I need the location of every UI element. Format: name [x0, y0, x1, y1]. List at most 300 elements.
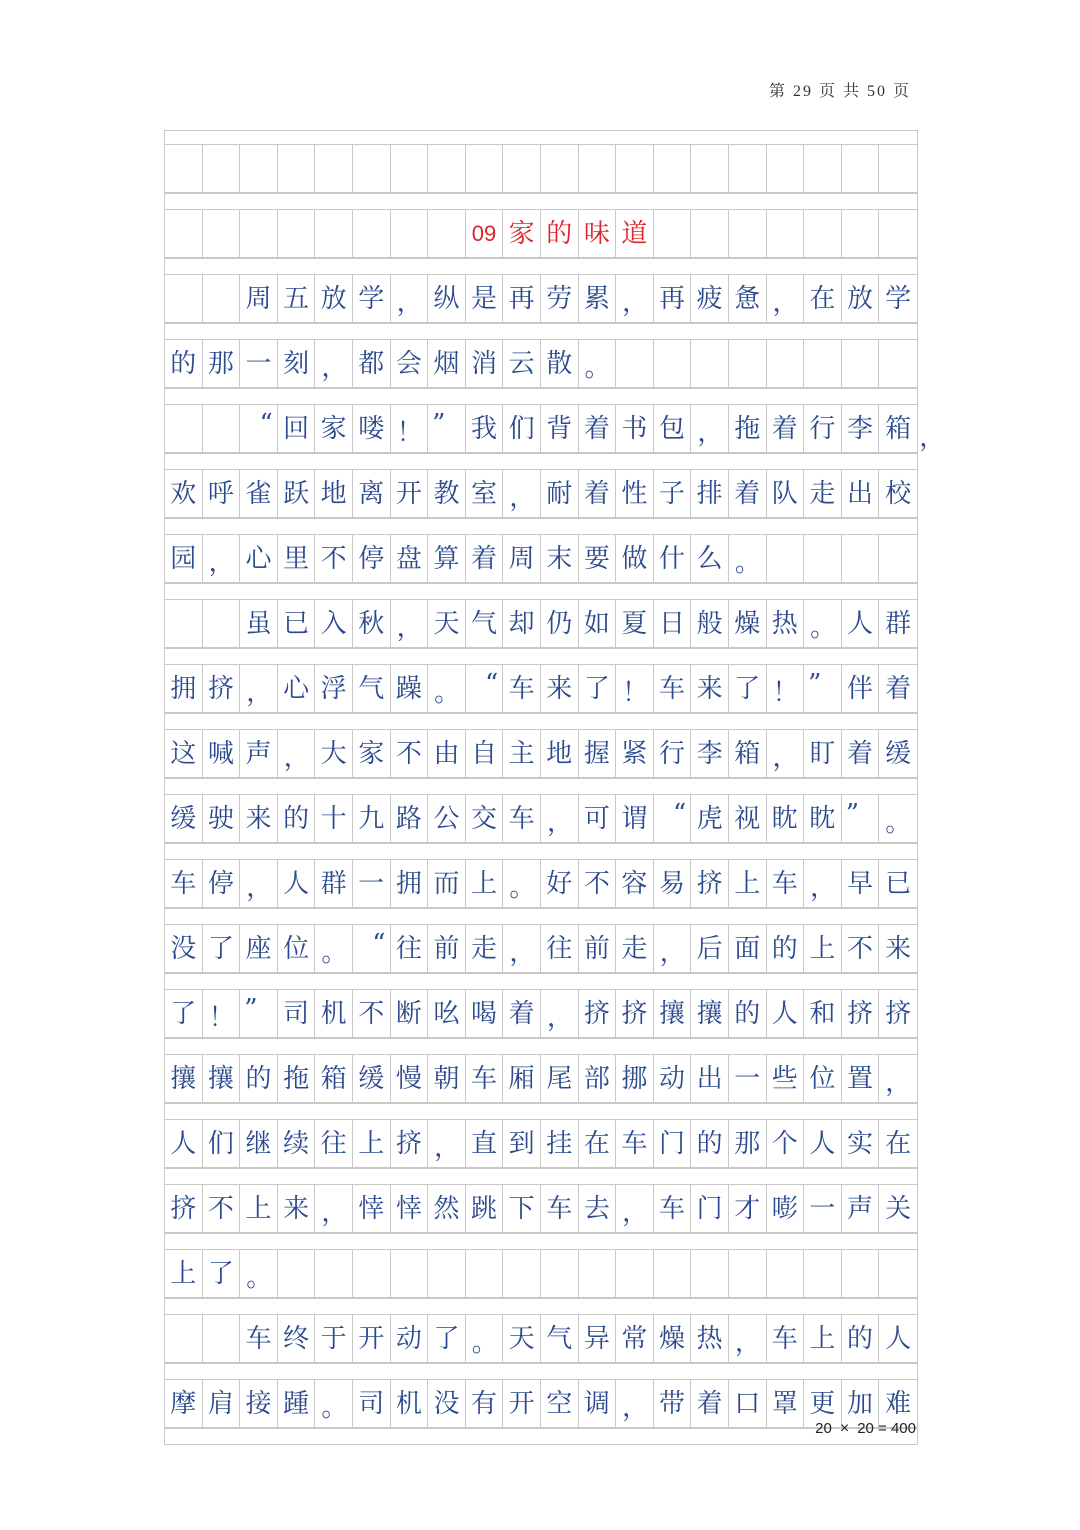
header-page-word: 页	[818, 83, 837, 100]
grid-cell: 呼	[203, 470, 241, 517]
grid-cell: 攘	[691, 990, 729, 1037]
row-gap	[165, 1038, 917, 1054]
grid-cell	[165, 405, 203, 452]
grid-cell: 而	[428, 860, 466, 907]
grid-cell: 教	[428, 470, 466, 517]
grid-cell: 的	[842, 1315, 880, 1362]
grid-cell: 队	[767, 470, 805, 517]
row-gap	[165, 1363, 917, 1379]
grid-cell	[579, 1250, 617, 1297]
grid-cell: 累	[579, 275, 617, 322]
grid-cell: ！	[391, 405, 429, 452]
grid-cell: 挤	[616, 990, 654, 1037]
grid-cell: ”	[428, 405, 466, 452]
grid-cell: 拖	[278, 1055, 316, 1102]
text-row	[165, 664, 917, 713]
row-gap	[165, 973, 917, 989]
grid-cell: ，	[391, 600, 429, 647]
grid-cell: 到	[503, 1120, 541, 1167]
grid-cell	[654, 340, 692, 387]
grid-cell: 往	[541, 925, 579, 972]
grid-cell: 来	[278, 1185, 316, 1232]
grid-cell	[729, 340, 767, 387]
grid-cell: 。	[315, 925, 353, 972]
grid-cell: 雀	[240, 470, 278, 517]
grid-cell: 地	[541, 730, 579, 777]
grid-cell: ，	[240, 665, 278, 712]
grid-cell: 劳	[541, 275, 579, 322]
text-row	[165, 1054, 917, 1103]
grid-cell: 李	[691, 730, 729, 777]
grid-cell: 拥	[391, 860, 429, 907]
grid-cell: ！	[616, 665, 654, 712]
grid-cell: 悻	[391, 1185, 429, 1232]
grid-cell: 着	[767, 405, 805, 452]
grid-cell: 后	[691, 925, 729, 972]
grid-cell: “	[240, 405, 278, 452]
text-row	[165, 989, 917, 1038]
grid-cell: ，	[541, 795, 579, 842]
grid-cell: 挤	[885, 998, 912, 1029]
grid-cell: 。	[428, 665, 466, 712]
grid-cell: 在	[885, 1128, 912, 1159]
grid-cell: 于	[315, 1315, 353, 1362]
text-row	[165, 794, 917, 843]
grid-cell: 这	[165, 730, 203, 777]
grid-cell: 末	[541, 535, 579, 582]
grid-cell: 惫	[729, 275, 767, 322]
grid-cell: ，	[654, 925, 692, 972]
grid-cell: 地	[315, 470, 353, 517]
grid-cell: 着	[691, 1380, 729, 1427]
grid-cell: 背	[541, 405, 579, 452]
total-pages: 50	[866, 83, 887, 100]
footer-cols: 20	[815, 1420, 832, 1437]
grid-cell: 盘	[391, 535, 429, 582]
grid-cell: 司	[353, 1380, 391, 1427]
grid-cell: 家	[353, 730, 391, 777]
grid-cell: 群	[315, 860, 353, 907]
grid-cell: 断	[391, 990, 429, 1037]
grid-cell: 车	[767, 1315, 805, 1362]
grid-cell	[654, 1250, 692, 1297]
grid-cell: 虎	[691, 795, 729, 842]
grid-cell: 喊	[203, 730, 241, 777]
grid-cell	[691, 145, 729, 192]
grid-cell: 关	[885, 1193, 912, 1224]
grid-cell: 来	[240, 795, 278, 842]
grid-cell	[654, 210, 692, 257]
grid-cell: 大	[315, 730, 353, 777]
text-row	[165, 274, 917, 323]
grid-cell: 消	[466, 340, 504, 387]
grid-cell: 在	[579, 1120, 617, 1167]
grid-cell: 行	[654, 730, 692, 777]
grid-cell: 已	[278, 600, 316, 647]
grid-cell: 视	[729, 795, 767, 842]
grid-cell	[767, 535, 805, 582]
grid-cell: 躁	[391, 665, 429, 712]
grid-cell: 紧	[616, 730, 654, 777]
grid-cell	[691, 210, 729, 257]
grid-cell: 么	[691, 535, 729, 582]
grid-cell: 拖	[729, 405, 767, 452]
grid-cell: 人	[804, 1120, 842, 1167]
grid-cell: 挂	[541, 1120, 579, 1167]
grid-cell: 纵	[428, 275, 466, 322]
grid-cell: 车	[240, 1315, 278, 1362]
grid-cell	[165, 1315, 203, 1362]
grid-cell: 包	[654, 405, 692, 452]
grid-cell: 车	[654, 665, 692, 712]
grid-cell: 夏	[616, 600, 654, 647]
grid-cell	[616, 145, 654, 192]
text-row	[165, 534, 917, 583]
grid-cell	[428, 1250, 466, 1297]
grid-cell: 攘	[165, 1055, 203, 1102]
grid-cell: 仍	[541, 600, 579, 647]
grid-size-footer	[815, 1420, 916, 1438]
grid-cell: 实	[842, 1120, 880, 1167]
grid-cell: 人	[767, 990, 805, 1037]
grid-cell	[165, 275, 203, 322]
grid-cell: 下	[503, 1185, 541, 1232]
grid-cell: 车	[541, 1185, 579, 1232]
row-gap	[165, 778, 917, 794]
grid-cell: ，	[616, 275, 654, 322]
grid-cell: ，	[767, 730, 805, 777]
grid-cell	[203, 1315, 241, 1362]
grid-cell: 前	[579, 925, 617, 972]
grid-cell: 了	[165, 990, 203, 1037]
grid-cell: 门	[691, 1185, 729, 1232]
row-gap	[165, 518, 917, 534]
grid-cell	[240, 210, 278, 257]
grid-cell: 踵	[278, 1380, 316, 1427]
grid-cell	[842, 210, 880, 257]
grid-cell: 停	[353, 535, 391, 582]
grid-cell: 上	[353, 1120, 391, 1167]
grid-cell: 虽	[240, 600, 278, 647]
grid-cell	[315, 210, 353, 257]
grid-cell: 往	[391, 925, 429, 972]
grid-cell: 性	[616, 470, 654, 517]
row-gap	[165, 130, 917, 144]
grid-cell: 要	[579, 535, 617, 582]
grid-cell: 们	[203, 1120, 241, 1167]
row-gap	[165, 648, 917, 664]
grid-cell: 着	[729, 470, 767, 517]
grid-cell: 车	[466, 1055, 504, 1102]
text-row	[165, 339, 917, 388]
grid-cell: 入	[315, 600, 353, 647]
text-row	[165, 469, 917, 518]
grid-cell: 放	[315, 275, 353, 322]
grid-cell: 的	[240, 1055, 278, 1102]
grid-cell: 挤	[842, 990, 880, 1037]
grid-cell	[767, 1250, 805, 1297]
current-page: 29	[792, 83, 813, 100]
grid-cell: 去	[579, 1185, 617, 1232]
grid-cell: 口	[729, 1380, 767, 1427]
grid-cell: 缓	[885, 738, 912, 769]
grid-cell: 不	[391, 730, 429, 777]
grid-cell: 般	[691, 600, 729, 647]
grid-cell: 出	[842, 470, 880, 517]
grid-cell: 自	[466, 730, 504, 777]
grid-cell: 吆	[428, 990, 466, 1037]
text-row	[165, 1379, 917, 1428]
grid-cell: 秋	[353, 600, 391, 647]
row-gap	[165, 193, 917, 209]
row-gap	[165, 713, 917, 729]
grid-cell: 一	[729, 1055, 767, 1102]
grid-cell: 开	[503, 1380, 541, 1427]
text-row	[165, 1184, 917, 1233]
grid-cell	[691, 340, 729, 387]
grid-cell: 挤	[165, 1185, 203, 1232]
grid-cell	[203, 600, 241, 647]
grid-cell	[503, 145, 541, 192]
grid-cell: 着	[466, 535, 504, 582]
grid-cell: 开	[391, 470, 429, 517]
grid-cell: 异	[579, 1315, 617, 1362]
grid-cell: 已	[885, 868, 912, 899]
grid-cell	[353, 210, 391, 257]
grid-cell: 的	[767, 925, 805, 972]
text-row	[165, 144, 917, 193]
grid-cell: 九	[353, 795, 391, 842]
grid-cell: 主	[503, 730, 541, 777]
footer-times: ×	[839, 1420, 850, 1437]
grid-cell: 云	[503, 340, 541, 387]
grid-cell: 了	[203, 925, 241, 972]
grid-cell: 跳	[466, 1185, 504, 1232]
grid-cell: 。	[579, 340, 617, 387]
grid-cell: 肩	[203, 1380, 241, 1427]
grid-cell: 朝	[428, 1055, 466, 1102]
grid-cell	[203, 275, 241, 322]
grid-cell	[541, 1250, 579, 1297]
grid-cell: 部	[579, 1055, 617, 1102]
grid-cell: 那	[203, 340, 241, 387]
grid-cell: 学	[885, 283, 912, 314]
grid-cell: 不	[579, 860, 617, 907]
grid-cell: ，	[804, 860, 842, 907]
row-gap	[165, 1103, 917, 1119]
grid-cell: 位	[278, 925, 316, 972]
grid-cell: 停	[203, 860, 241, 907]
footer-total: 20 = 400	[857, 1420, 916, 1437]
grid-cell: 车	[503, 665, 541, 712]
grid-cell: 排	[691, 470, 729, 517]
grid-cell	[278, 1250, 316, 1297]
grid-cell: 。	[466, 1315, 504, 1362]
grid-cell	[391, 210, 429, 257]
grid-cell: 握	[579, 730, 617, 777]
grid-cell	[165, 210, 203, 257]
grid-cell: 的	[541, 210, 579, 257]
grid-cell: 。	[729, 535, 767, 582]
grid-cell: 着	[885, 673, 912, 704]
grid-cell: 挪	[616, 1055, 654, 1102]
grid-cell: 在	[804, 275, 842, 322]
grid-cell: 盯	[804, 730, 842, 777]
grid-cell	[203, 405, 241, 452]
grid-cell: 人	[278, 860, 316, 907]
grid-cell: 没	[428, 1380, 466, 1427]
grid-cell: 热	[691, 1315, 729, 1362]
grid-cell: 着	[842, 730, 880, 777]
grid-cell: 拥	[165, 665, 203, 712]
grid-cell: 书	[616, 405, 654, 452]
grid-cell: 上	[165, 1250, 203, 1297]
manuscript-grid-paper	[164, 130, 946, 1445]
text-row	[165, 404, 946, 453]
overflow-comma: ，	[919, 423, 946, 453]
grid-cell: ，	[240, 860, 278, 907]
grid-cell: ，	[315, 340, 353, 387]
row-gap	[165, 843, 917, 859]
grid-cell: 不	[842, 925, 880, 972]
grid-cell: 如	[579, 600, 617, 647]
grid-cell: 攘	[203, 1055, 241, 1102]
grid-cell: 车	[767, 860, 805, 907]
grid-cell: 燥	[654, 1315, 692, 1362]
grid-cell: 置	[842, 1055, 880, 1102]
grid-cell: 着	[579, 405, 617, 452]
grid-cell: 再	[503, 275, 541, 322]
grid-cell: 面	[729, 925, 767, 972]
grid-cell: 动	[391, 1315, 429, 1362]
grid-cell: 有	[466, 1380, 504, 1427]
grid-cell: 由	[428, 730, 466, 777]
grid-cell: 厢	[503, 1055, 541, 1102]
grid-cell: 伴	[842, 665, 880, 712]
grid-cell: 更	[804, 1380, 842, 1427]
text-row	[165, 859, 917, 908]
grid-cell: 悻	[353, 1185, 391, 1232]
grid-cell	[466, 145, 504, 192]
grid-cell: 缓	[353, 1055, 391, 1102]
grid-cell	[879, 340, 917, 387]
grid-cell	[767, 340, 805, 387]
grid-cell: 了	[579, 665, 617, 712]
grid-cell	[654, 145, 692, 192]
grid-cell: 却	[503, 600, 541, 647]
grid-cell: 喽	[353, 405, 391, 452]
grid-cell: 挤	[579, 990, 617, 1037]
grid-cell: 刻	[278, 340, 316, 387]
grid-cell: 都	[353, 340, 391, 387]
grid-cell	[842, 340, 880, 387]
grid-cell	[428, 210, 466, 257]
grid-cell: 声	[842, 1185, 880, 1232]
grid-cell: 上	[729, 860, 767, 907]
grid-cell: 十	[315, 795, 353, 842]
grid-cell: ”	[240, 990, 278, 1037]
row-gap	[165, 1233, 917, 1249]
grid-cell	[353, 145, 391, 192]
grid-cell: 挤	[691, 860, 729, 907]
grid-cell: 园	[165, 535, 203, 582]
grid-cell: 了	[428, 1315, 466, 1362]
grid-cell: 眈	[804, 795, 842, 842]
grid-cell: 李	[842, 405, 880, 452]
grid-cell	[203, 210, 241, 257]
grid-cell: 个	[767, 1120, 805, 1167]
grid-cell	[278, 145, 316, 192]
grid-cell: 会	[391, 340, 429, 387]
grid-cell	[278, 210, 316, 257]
grid-cell: 再	[654, 275, 692, 322]
grid-cell: 谓	[616, 795, 654, 842]
grid-cell: 些	[767, 1055, 805, 1102]
grid-cell: 。	[240, 1250, 278, 1297]
grid-cell: 常	[616, 1315, 654, 1362]
grid-cell: 了	[729, 665, 767, 712]
grid-cell: 走	[616, 925, 654, 972]
grid-cell: 回	[278, 405, 316, 452]
grid-cell: 。	[315, 1380, 353, 1427]
grid-cell	[729, 210, 767, 257]
grid-cell: 容	[616, 860, 654, 907]
grid-cell: 的	[165, 340, 203, 387]
grid-cell: ”	[842, 795, 880, 842]
grid-cell: 味	[579, 210, 617, 257]
grid-cell: 往	[315, 1120, 353, 1167]
grid-cell: 接	[240, 1380, 278, 1427]
grid-cell: 箱	[729, 730, 767, 777]
text-row	[165, 729, 917, 778]
grid-cell: 人	[842, 600, 880, 647]
grid-cell: 来	[541, 665, 579, 712]
row-gap	[165, 258, 917, 274]
grid-cell: 天	[503, 1315, 541, 1362]
grid-cell: 挤	[203, 665, 241, 712]
grid-cell: 道	[616, 210, 654, 257]
grid-cell: 的	[729, 990, 767, 1037]
grid-cell: 了	[203, 1250, 241, 1297]
grid-cell: 车	[654, 1185, 692, 1232]
grid-cell: ，	[391, 275, 429, 322]
grid-cell	[879, 1250, 917, 1297]
grid-cell: 座	[240, 925, 278, 972]
grid-cell: 的	[691, 1120, 729, 1167]
grid-cell: 终	[278, 1315, 316, 1362]
grid-cell: 烟	[428, 340, 466, 387]
grid-cell: 天	[428, 600, 466, 647]
grid-cell: 热	[767, 600, 805, 647]
grid-cell: 疲	[691, 275, 729, 322]
grid-cell	[842, 145, 880, 192]
grid-cell: 上	[804, 1315, 842, 1362]
grid-cell: 好	[541, 860, 579, 907]
grid-cell: 动	[654, 1055, 692, 1102]
row-gap	[165, 1298, 917, 1314]
grid-cell	[466, 1250, 504, 1297]
grid-cell: 声	[240, 730, 278, 777]
grid-cell: 人	[165, 1120, 203, 1167]
grid-cell: 缓	[165, 795, 203, 842]
grid-cell	[315, 145, 353, 192]
grid-cell: 散	[541, 340, 579, 387]
grid-cell: ，	[503, 470, 541, 517]
grid-cell	[353, 1250, 391, 1297]
grid-cell: 和	[804, 990, 842, 1037]
grid-cell: 不	[203, 1185, 241, 1232]
grid-cell: 家	[315, 405, 353, 452]
